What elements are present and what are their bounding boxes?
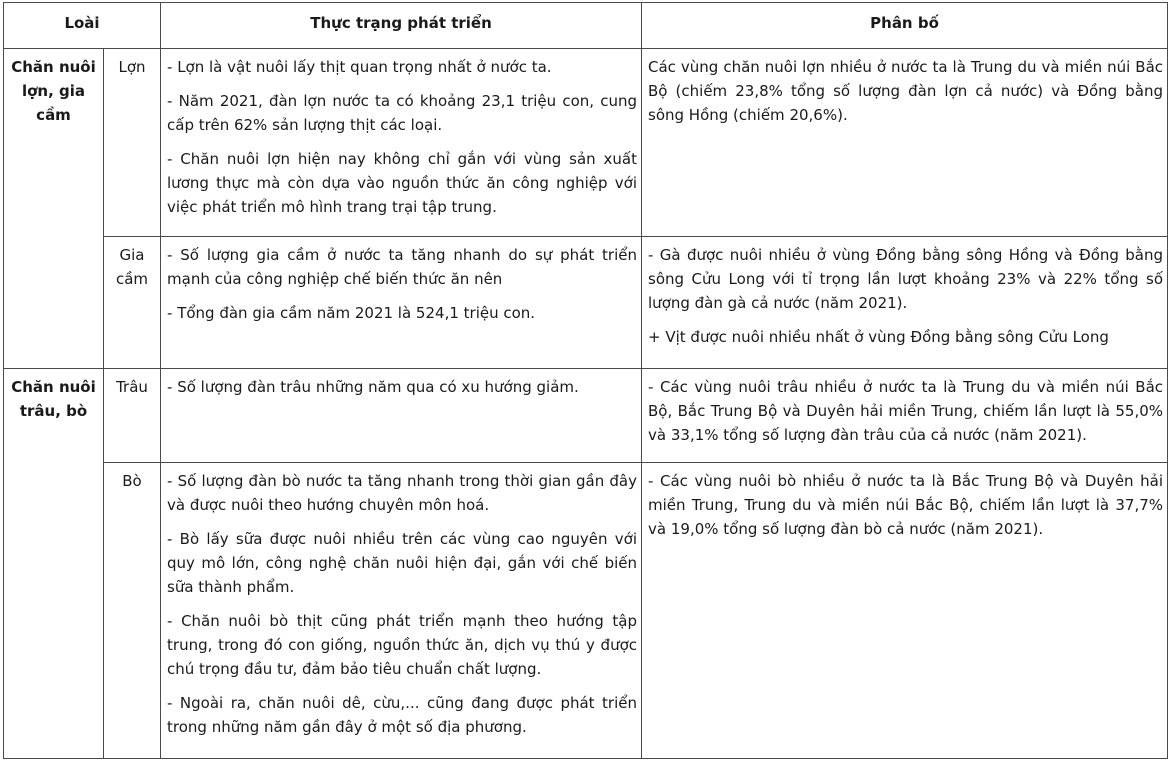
header-status: Thực trạng phát triển [161, 3, 642, 49]
distribution-item: - Các vùng nuôi bò nhiều ở nước ta là Bắc Trung Bộ và Duyên hải miền Trung, Trung du và miền núi Bắc Bộ, chiếm lần lượt là 37,7% và 19,0% tổng số lượng đàn bò cả nước (năm 2021). [648, 472, 1164, 538]
distribution-cell [642, 369, 1168, 463]
status-item: - Số lượng gia cầm ở nước ta tăng nhanh do sự phát triển mạnh của công nghiệp chế biến thức ăn nên [167, 246, 638, 288]
header-row [4, 3, 1168, 49]
status-item: - Năm 2021, đàn lợn nước ta có khoảng 23,1 triệu con, cung cấp trên 62% sản lượng thịt các loại. [167, 92, 638, 134]
status-cell [161, 463, 642, 759]
distribution-item: - Gà được nuôi nhiều ở vùng Đồng bằng sông Hồng và Đồng bằng sông Cửu Long với tỉ trọng lần lượt khoảng 23% và 22% tổng số lượng đàn gà cả nước (năm 2021). [648, 246, 1164, 312]
status-cell [161, 49, 642, 237]
species-name: Bò [104, 463, 161, 759]
header-species: Loài [4, 3, 161, 49]
group-label: Chăn nuôi trâu, bò [4, 369, 104, 759]
species-name: Trâu [104, 369, 161, 463]
group-label: Chăn nuôi lợn, gia cầm [4, 49, 104, 369]
distribution-item: - Các vùng nuôi trâu nhiều ở nước ta là Trung du và miền núi Bắc Bộ, Bắc Trung Bộ và Duyên hải miền Trung, chiếm lần lượt là 55,0% và 33,1% tổng số lượng đàn trâu của cả nước (năm 2021). [648, 378, 1164, 444]
status-item: - Lợn là vật nuôi lấy thịt quan trọng nhất ở nước ta. [167, 58, 552, 76]
distribution-cell [642, 237, 1168, 369]
status-cell [161, 369, 642, 463]
table-row [4, 49, 1168, 237]
status-item: - Tổng đàn gia cầm năm 2021 là 524,1 triệu con. [167, 304, 536, 322]
distribution-cell [642, 49, 1168, 237]
distribution-item: Các vùng chăn nuôi lợn nhiều ở nước ta là Trung du và miền núi Bắc Bộ (chiếm 23,8% tổng số lượng đàn lợn cả nước) và Đồng bằng sông Hồng (chiếm 20,6%). [648, 58, 1164, 124]
status-item: - Bò lấy sữa được nuôi nhiều trên các vùng cao nguyên với quy mô lớn, công nghệ chăn nuôi hiện đại, gắn với chế biến sữa thành phẩm. [167, 530, 638, 596]
status-item: - Chăn nuôi bò thịt cũng phát triển mạnh theo hướng tập trung, trong đó con giống, nguồn thức ăn, dịch vụ thú y được chú trọng đầu tư, đảm bảo tiêu chuẩn chất lượng. [167, 612, 638, 678]
livestock-table [3, 2, 1168, 759]
header-distribution: Phân bố [642, 3, 1168, 49]
distribution-item: + Vịt được nuôi nhiều nhất ở vùng Đồng bằng sông Cửu Long [648, 328, 1109, 346]
status-item: - Số lượng đàn bò nước ta tăng nhanh trong thời gian gần đây và được nuôi theo hướng chuyên môn hoá. [167, 472, 638, 514]
table-row [4, 369, 1168, 463]
status-item: - Chăn nuôi lợn hiện nay không chỉ gắn với vùng sản xuất lương thực mà còn dựa vào nguồn thức ăn công nghiệp với việc phát triển mô hình trang trại tập trung. [167, 150, 638, 216]
status-cell [161, 237, 642, 369]
distribution-cell [642, 463, 1168, 759]
table-row [4, 463, 1168, 759]
species-name: Gia cầm [104, 237, 161, 369]
species-name: Lợn [104, 49, 161, 237]
status-item: - Số lượng đàn trâu những năm qua có xu hướng giảm. [167, 378, 579, 396]
table-row [4, 237, 1168, 369]
status-item: - Ngoài ra, chăn nuôi dê, cừu,... cũng đang được phát triển trong những năm gần đây ở một số địa phương. [167, 694, 638, 736]
